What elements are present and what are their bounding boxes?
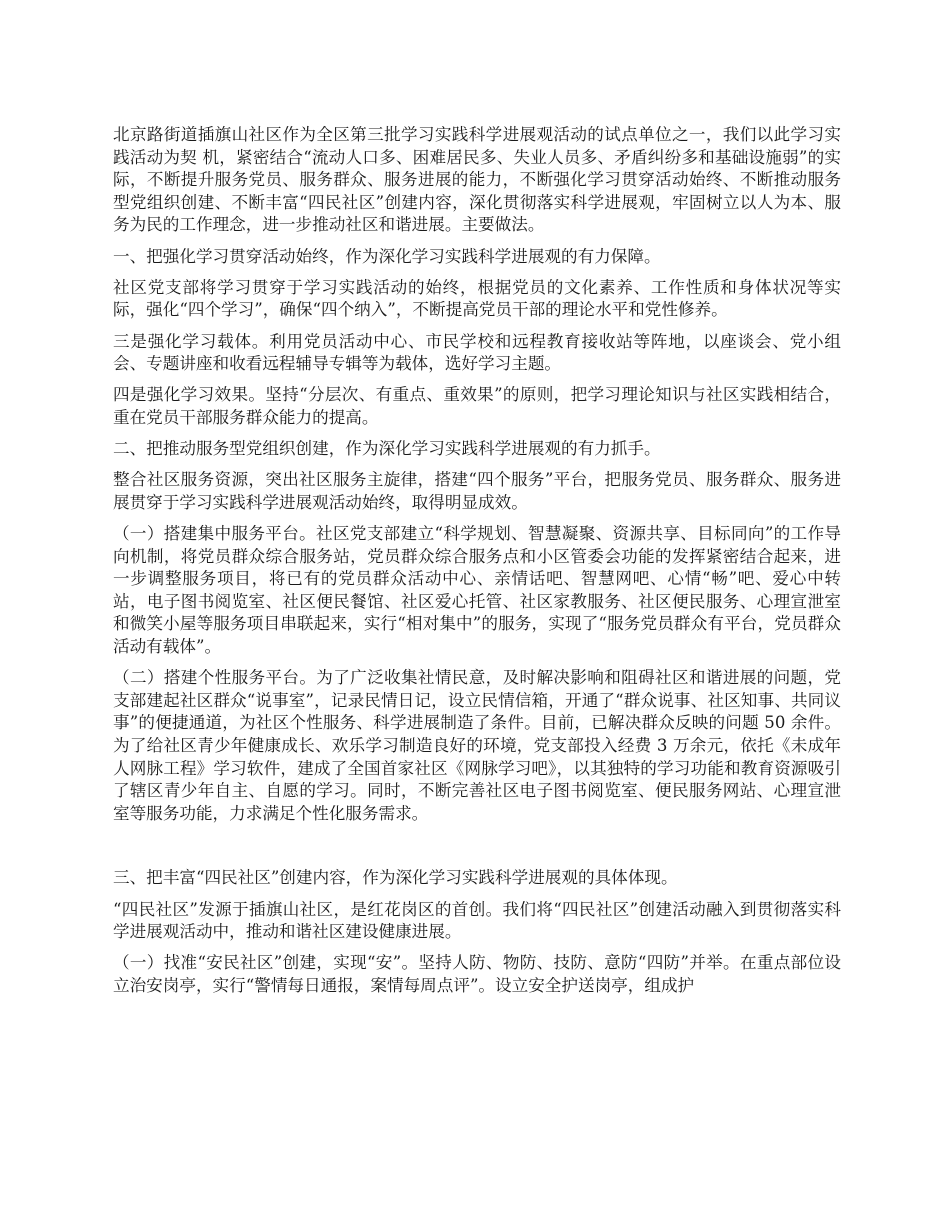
section-heading-2: 二、把推动服务型党组织创建，作为深化学习实践科学进展观的有力抓手。: [113, 439, 661, 459]
section-heading-1: 一、把强化学习贯穿活动始终，作为深化学习实践科学进展观的有力保障。: [113, 246, 661, 266]
body-paragraph: 社区党支部将学习贯穿于学习实践活动的始终，根据党员的文化素养、工作性质和身体状况等实际，强化“四个学习”，确保“四个纳入”，不断提高党员干部的理论水平和党性修养。: [113, 277, 841, 320]
body-paragraph: “四民社区”发源于插旗山社区，是红花岗区的首创。我们将“四民社区”创建活动融入到贯彻落实科学进展观活动中，推动和谐社区建设健康进展。: [113, 899, 841, 942]
body-paragraph: 整合社区服务资源，突出社区服务主旋律，搭建“四个服务”平台，把服务党员、服务群众、服务进展贯穿于学习实践科学进展观活动始终，取得明显成效。: [113, 470, 841, 512]
body-paragraph: 四是强化学习效果。坚持“分层次、有重点、重效果”的原则，把学习理论知识与社区实践相结合，重在党员干部服务群众能力的提高。: [113, 385, 841, 427]
body-paragraph: （二）搭建个性服务平台。为了广泛收集社情民意，及时解决影响和阻碍社区和谐进展的问题，党支部建起社区群众“说事室”，记录民情日记，设立民情信箱，开通了“群众说事、社区知事、共同议事”的便捷通道，为社区个性服务、科学进展制造了条件。目前，已解决群众反映的问题 50 余件。为了给社区青少年健康成长、欢乐学习制造良好的环境，党支部投入经费 3 万余元，依托《未成年人网脉工程》学习软件，建成了全国首家社区《网脉学习吧》，以其独特的学习功能和教育资源吸引了辖区青少年自主、自愿的学习。同时，不断完善社区电子图书阅览室、便民服务网站、心理宣泄室等服务功能，力求满足个性化服务需求。: [113, 668, 841, 823]
body-paragraph: （一）搭建集中服务平台。社区党支部建立“科学规划、智慧凝聚、资源共享、目标同向”的工作导向机制，将党员群众综合服务站，党员群众综合服务点和小区管委会功能的发挥紧密结合起来，进一步调整服务项目，将已有的党员群众活动中心、亲情话吧、智慧网吧、心情“畅”吧、爱心中转站，电子图书阅览室、社区便民餐馆、社区爱心托管、社区家教服务、社区便民服务、心理宣泄室和微笑小屋等服务项目串联起来，实行“相对集中”的服务，实现了“服务党员群众有平台，党员群众活动有载体”。: [113, 524, 841, 657]
document-page: [113, 124, 841, 1006]
intro-paragraph: 北京路街道插旗山社区作为全区第三批学习实践科学进展观活动的试点单位之一，我们以此学习实践活动为契 机，紧密结合“流动人口多、困难居民多、失业人员多、矛盾纠纷多和基础设施弱”的实际，不断提升服务党员、服务群众、服务进展的能力，不断强化学习贯穿活动始终、不断推动服务型党组织创建、不断丰富“四民社区”创建内容，深化贯彻落实科学进展观，牢固树立以人为本、服务为民的工作理念，进一步推动社区和谐进展。主要做法。: [113, 125, 841, 235]
section-heading-3: 三、把丰富“四民社区”创建内容，作为深化学习实践科学进展观的具体体现。: [113, 868, 678, 888]
body-paragraph: 三是强化学习载体。利用党员活动中心、市民学校和远程教育接收站等阵地，以座谈会、党小组会、专题讲座和收看远程辅导专辑等为载体，选好学习主题。: [113, 331, 841, 374]
body-paragraph: （一）找准“安民社区”创建，实现“安”。坚持人防、物防、技防、意防“四防”并举。在重点部位设立治安岗亭，实行“警情每日通报，案情每周点评”。设立安全护送岗亭，组成护: [113, 953, 841, 995]
